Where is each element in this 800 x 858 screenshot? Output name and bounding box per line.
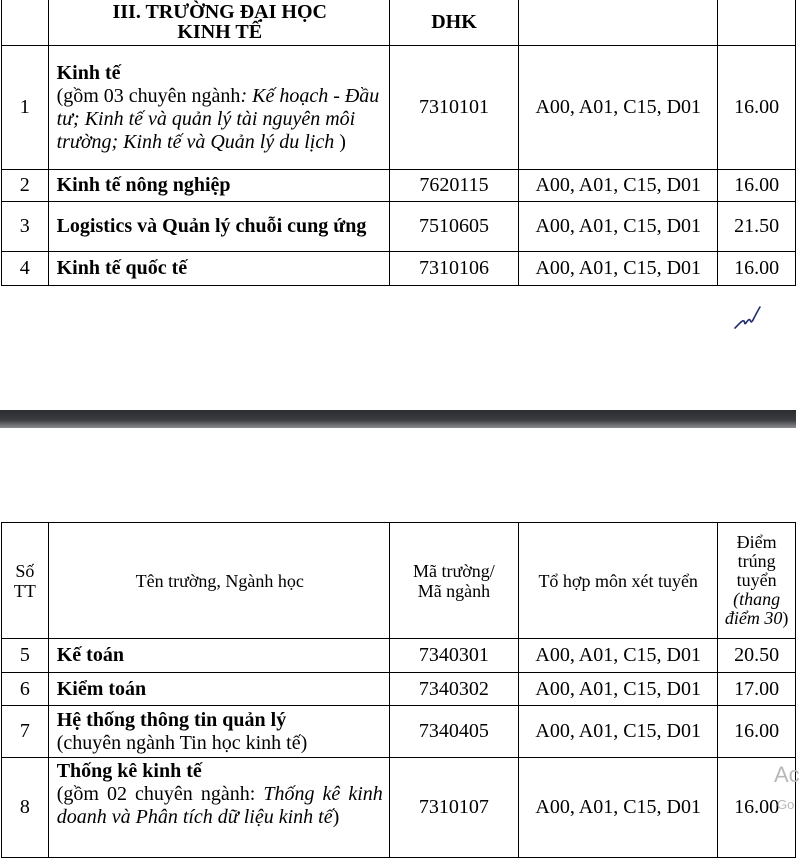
row-number: 7 [2,706,49,758]
subject-combo: A00, A01, C15, D01 [519,46,718,170]
major-name: Logistics và Quản lý chuỗi cung ứng [48,202,389,252]
header-blank-cell [2,0,49,46]
bottom-admission-table [1,522,796,858]
table-row [2,758,796,858]
table-row [2,170,796,202]
major-code: 7340302 [389,673,518,706]
header-score-line1: Điểm [736,532,777,552]
major-name: Kế toán [48,639,389,673]
school-title-line1: III. TRƯỜNG ĐẠI HỌC [112,1,327,23]
major-code: 7310107 [389,758,518,858]
header-name: Tên trường, Ngành học [48,523,389,639]
header-code-line1: Mã trường/ [413,560,495,581]
table-row [2,673,796,706]
page-separator [0,410,796,428]
header-blank-cell [718,0,796,46]
activation-watermark-line1: Ac [774,762,800,787]
admission-score: 21.50 [718,202,796,252]
major-note: (chuyên ngành Tin học kinh tế) [56,731,308,754]
row-number: 6 [2,673,49,706]
table-row [2,252,796,286]
subject-combo: A00, A01, C15, D01 [519,202,718,252]
subject-combo: A00, A01, C15, D01 [519,706,718,758]
row-number: 8 [2,758,49,858]
note-suffix: ) [334,130,346,153]
major-cell [48,706,389,758]
row-number: 2 [2,170,49,202]
major-name: Kinh tế quốc tế [48,252,389,286]
header-score-line5: điểm 30 [724,608,783,628]
subject-combo: A00, A01, C15, D01 [519,758,718,858]
admission-score: 20.50 [718,639,796,673]
school-header-row [2,0,796,46]
major-note [57,85,383,154]
row-number: 4 [2,252,49,286]
admission-score: 16.00 [718,46,796,170]
major-cell [48,46,389,170]
school-title-line2: KINH TẾ [177,21,263,43]
note-prefix: (gồm 02 chuyên ngành: [56,783,264,805]
header-score-line4: (thang [733,589,781,609]
school-title [48,0,389,46]
admission-score: 17.00 [718,673,796,706]
table-row [2,46,796,170]
major-code: 7310101 [389,46,518,170]
major-note [57,783,383,829]
header-code [389,523,518,639]
major-cell [48,758,389,858]
note-specializations: : Kế hoạch - Đầu tư; Kinh tế và quản lý tài nguyên môi trường; Kinh tế và Quản lý du lịch [56,84,380,153]
subject-combo: A00, A01, C15, D01 [519,673,718,706]
school-code: DHK [389,0,518,46]
major-code: 7510605 [389,202,518,252]
major-name: Kinh tế [56,61,121,84]
major-code: 7340301 [389,639,518,673]
major-name: Hệ thống thông tin quản lý [56,708,287,731]
row-number: 3 [2,202,49,252]
header-score-line3: tuyển [736,570,777,590]
major-name: Kiểm toán [48,673,389,706]
major-code: 7340405 [389,706,518,758]
header-stt [2,523,49,639]
header-code-line2: Mã ngành [417,580,491,601]
note-prefix: (gồm 03 chuyên ngành [56,84,241,107]
header-stt-line1: Số [15,560,35,581]
top-admission-table [1,0,796,286]
signature-mark [733,305,761,331]
admission-score: 16.00 [718,758,796,858]
column-header-row [2,523,796,639]
header-score-line2: trúng [737,551,776,571]
major-code: 7310106 [389,252,518,286]
table-row [2,706,796,758]
activation-watermark-line2: Go [777,797,795,812]
major-name: Thống kê kinh tế [56,760,202,782]
header-combo: Tổ hợp môn xét tuyển [519,523,718,639]
admission-score: 16.00 [718,252,796,286]
header-blank-cell [519,0,718,46]
admission-score: 16.00 [718,706,796,758]
note-suffix: ) [332,806,340,828]
major-name: Kinh tế nông nghiệp [48,170,389,202]
row-number: 1 [2,46,49,170]
table-row [2,639,796,673]
header-score [718,523,796,639]
admission-score: 16.00 [718,170,796,202]
table-row [2,202,796,252]
major-code: 7620115 [389,170,518,202]
header-stt-line2: TT [13,580,36,601]
header-score-line6: ) [782,608,789,628]
subject-combo: A00, A01, C15, D01 [519,639,718,673]
subject-combo: A00, A01, C15, D01 [519,252,718,286]
subject-combo: A00, A01, C15, D01 [519,170,718,202]
note-specializations: Thống kê kinh doanh và Phân tích dữ liệu kinh tế [56,783,383,828]
row-number: 5 [2,639,49,673]
